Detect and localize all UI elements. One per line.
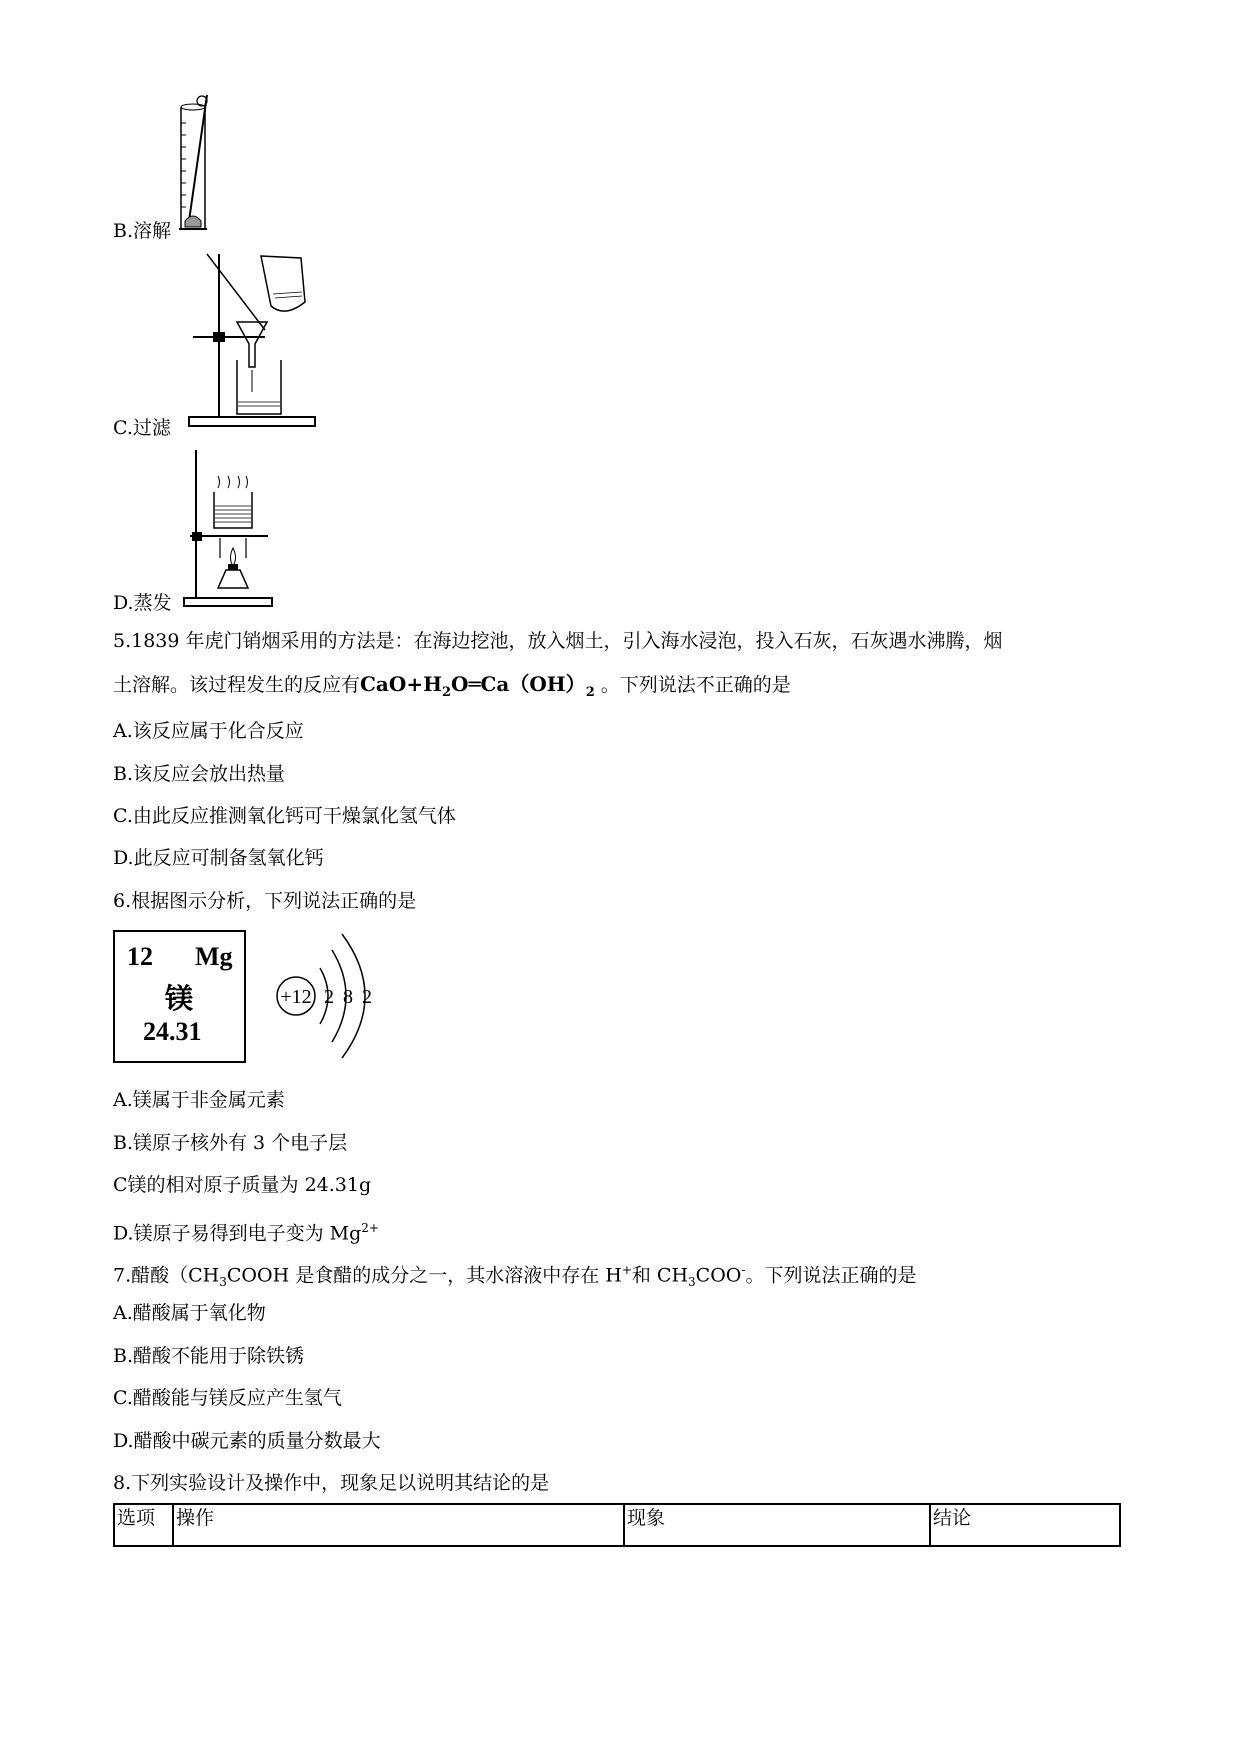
q6-option-d: D.镁原子易得到电子变为 $Mg^{2+}$ <box>113 1221 379 1245</box>
q5-option-c: C.由此反应推测氧化钙可干燥氯化氢气体 <box>113 805 456 827</box>
nucleus-charge: +12 <box>280 986 312 1008</box>
q5-line2-pre: 土溶解。该过程发生的反应有 <box>113 674 361 696</box>
figure-label-b: B.溶解 <box>113 220 172 242</box>
q5-line2 <box>113 671 791 706</box>
header-operation: 操作 <box>173 1504 624 1546</box>
q6-option-a: A.镁属于非金属元素 <box>113 1089 285 1111</box>
header-phenomenon: 现象 <box>624 1504 930 1546</box>
q7-option-c: C.醋酸能与镁反应产生氢气 <box>113 1387 342 1409</box>
q8-stem: 8.下列实验设计及操作中，现象足以说明其结论的是 <box>113 1472 550 1494</box>
shell-3-electrons: 2 <box>362 986 372 1008</box>
shell-2-electrons: 8 <box>343 986 353 1008</box>
table-header-row <box>114 1504 1120 1546</box>
mg-atom-structure-diagram <box>270 928 400 1070</box>
q5-option-a: A.该反应属于化合反应 <box>113 720 304 742</box>
atomic-mass: 24.31 <box>143 1017 202 1046</box>
q5-option-b: B.该反应会放出热量 <box>113 763 286 785</box>
q7-option-a: A.醋酸属于氧化物 <box>113 1302 266 1324</box>
q7-stem: 7.醋酸（$CH_3COOH$ 是食醋的成分之一，其水溶液中存在 H+和 $CH_3COO^-$。下列说法正确的是 <box>113 1263 917 1290</box>
periodic-table-cell-mg <box>113 930 246 1063</box>
filtration-apparatus-figure <box>185 252 320 432</box>
q5-option-d: D.此反应可制备氢氧化钙 <box>113 847 324 869</box>
header-conclusion: 结论 <box>930 1504 1120 1546</box>
dissolve-apparatus-figure <box>175 93 215 235</box>
header-option: 选项 <box>114 1504 173 1546</box>
q5-line1: 5.1839 年虎门销烟采用的方法是：在海边挖池，放入烟土，引入海水浸泡，投入石灰，石灰遇水沸腾，烟 <box>113 630 1003 652</box>
q6-option-c: C镁的相对原子质量为 24.31g <box>113 1174 372 1196</box>
q6-option-b: B.镁原子核外有 3 个电子层 <box>113 1132 348 1154</box>
figure-label-d: D.蒸发 <box>113 592 172 614</box>
q7-option-d: D.醋酸中碳元素的质量分数最大 <box>113 1430 381 1452</box>
q7-option-b: B.醋酸不能用于除铁锈 <box>113 1345 305 1367</box>
q5-line2-post: 。下列说法不正确的是 <box>594 674 791 696</box>
q5-equation: $CaO+H_2O═Ca(OH)_2$ <box>360 672 595 700</box>
q6-stem: 6.根据图示分析，下列说法正确的是 <box>113 890 417 912</box>
evaporation-apparatus-figure <box>180 448 280 613</box>
element-symbol: Mg <box>195 942 233 971</box>
figure-label-c: C.过滤 <box>113 417 171 439</box>
atomic-number: 12 <box>127 942 153 971</box>
element-name: 镁 <box>165 984 194 1015</box>
q8-experiment-table <box>113 1503 1121 1547</box>
shell-1-electrons: 2 <box>324 986 334 1008</box>
